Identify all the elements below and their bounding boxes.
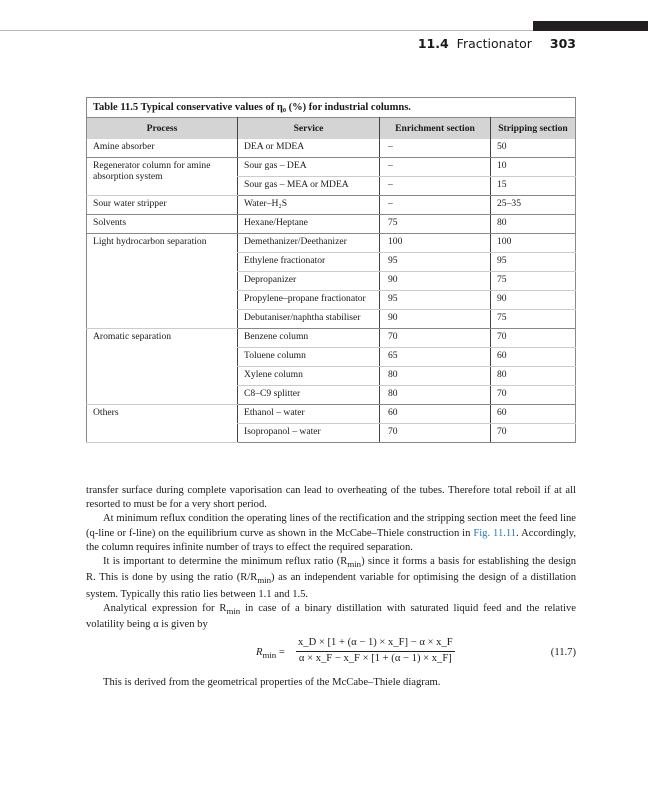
- enrichment-cell: 60: [380, 405, 491, 424]
- section-number: 11.4: [417, 36, 449, 51]
- stripping-cell: 10: [491, 158, 576, 177]
- service-cell: Sour gas – MEA or MDEA: [238, 177, 380, 196]
- table-row: [87, 196, 576, 215]
- stripping-cell: 75: [491, 310, 576, 329]
- figure-link[interactable]: Fig. 11.11: [473, 527, 517, 539]
- text: Analytical expression for R: [103, 602, 227, 614]
- service-cell: Water–H₂S: [238, 196, 380, 215]
- stripping-cell: 25–35: [491, 196, 576, 215]
- stripping-cell: 80: [491, 367, 576, 386]
- page-number: 303: [549, 36, 576, 51]
- stripping-cell: 60: [491, 348, 576, 367]
- service-cell: Debutaniser/naphtha stabiliser: [238, 310, 380, 329]
- service-cell: Hexane/Heptane: [238, 215, 380, 234]
- col-enrichment: Enrichment section: [380, 118, 491, 140]
- paragraph: [86, 512, 576, 555]
- stripping-cell: 100: [491, 234, 576, 253]
- paragraph: This is derived from the geometrical properties of the McCabe–Thiele diagram.: [103, 677, 441, 689]
- process-cell: Others: [87, 405, 238, 443]
- efficiency-table: [86, 97, 576, 443]
- denominator: α × x_F − x_F × [1 + (α − 1) × x_F]: [298, 652, 452, 664]
- enrichment-cell: 70: [380, 329, 491, 348]
- enrichment-cell: –: [380, 139, 491, 158]
- subscript: min: [226, 605, 241, 616]
- process-cell: Aromatic separation: [87, 329, 238, 405]
- stripping-cell: 60: [491, 405, 576, 424]
- service-cell: Ethylene fractionator: [238, 253, 380, 272]
- equation: [86, 636, 576, 672]
- service-cell: Isopropanol – water: [238, 424, 380, 443]
- paragraph: transfer surface during complete vaporisation can lead to overheating of the tubes. Therefore total reboil if at all resorted to must be for a very short period.: [86, 485, 576, 511]
- equation-fraction: [296, 636, 455, 665]
- enrichment-cell: 75: [380, 215, 491, 234]
- enrichment-cell: 90: [380, 272, 491, 291]
- section-title: Fractionator: [456, 36, 532, 51]
- enrichment-cell: 65: [380, 348, 491, 367]
- col-service: Service: [238, 118, 380, 140]
- process-cell: Solvents: [87, 215, 238, 234]
- service-cell: Sour gas – DEA: [238, 158, 380, 177]
- process-cell: Sour water stripper: [87, 196, 238, 215]
- running-header: [418, 36, 576, 51]
- service-cell: Demethanizer/Deethanizer: [238, 234, 380, 253]
- enrichment-cell: 100: [380, 234, 491, 253]
- table-row: [87, 215, 576, 234]
- enrichment-cell: 95: [380, 253, 491, 272]
- service-cell: Ethanol – water: [238, 405, 380, 424]
- table-caption: Table 11.5 Typical conservative values of η₀ (%) for industrial columns.: [86, 97, 576, 117]
- paragraph: [86, 555, 576, 602]
- header-rule: [0, 30, 533, 31]
- table-row: [87, 405, 576, 424]
- enrichment-cell: –: [380, 177, 491, 196]
- table-row: [87, 329, 576, 348]
- text: in case of a binary distillation with saturated liquid feed and the relative volatility being α is given by: [86, 602, 577, 631]
- stripping-cell: 90: [491, 291, 576, 310]
- stripping-cell: 95: [491, 253, 576, 272]
- service-cell: Xylene column: [238, 367, 380, 386]
- col-process: Process: [87, 118, 238, 140]
- enrichment-cell: 95: [380, 291, 491, 310]
- col-stripping: Stripping section: [491, 118, 576, 140]
- service-cell: C8–C9 splitter: [238, 386, 380, 405]
- numerator: x_D × [1 + (α − 1) × x_F] − α × x_F: [296, 636, 455, 651]
- text: It is important to determine the minimum reflux ratio (R: [103, 556, 348, 568]
- stripping-cell: 70: [491, 424, 576, 443]
- table-row: [87, 234, 576, 253]
- service-cell: Toluene column: [238, 348, 380, 367]
- text: ) since it forms a basis for establishing the design R. This is done by using the ratio (R/R: [86, 556, 576, 584]
- service-cell: Depropanizer: [238, 272, 380, 291]
- subscript: min: [347, 559, 362, 570]
- subscript: min: [257, 575, 272, 586]
- enrichment-cell: 80: [380, 386, 491, 405]
- enrichment-cell: –: [380, 196, 491, 215]
- text: . Accordingly, the column requires infinite number of trays to effect the required separation.: [86, 527, 576, 553]
- paragraph: [86, 602, 576, 633]
- table-row: [87, 139, 576, 158]
- service-cell: Propylene–propane fractionator: [238, 291, 380, 310]
- stripping-cell: 70: [491, 386, 576, 405]
- body-text: [86, 484, 576, 691]
- equation-lhs: $R_{min}$ =: [256, 647, 285, 661]
- text: ) as an independent variable for optimising the design of a distillation system. Typically this ratio lies between 1.1 and 1.5.: [86, 572, 576, 600]
- enrichment-cell: 80: [380, 367, 491, 386]
- text: At minimum reflux condition the operating lines of the rectification and the stripping section meet the feed line (q-line or f-line) on the equilibrium curve as shown in the McCabe–Thiele construction in: [86, 513, 576, 539]
- stripping-cell: 75: [491, 272, 576, 291]
- equation-number: (11.7): [550, 647, 576, 659]
- stripping-cell: 50: [491, 139, 576, 158]
- stripping-cell: 80: [491, 215, 576, 234]
- header-bar: [533, 21, 648, 31]
- process-cell: Amine absorber: [87, 139, 238, 158]
- enrichment-cell: 70: [380, 424, 491, 443]
- service-cell: Benzene column: [238, 329, 380, 348]
- stripping-cell: 70: [491, 329, 576, 348]
- table-row: [87, 158, 576, 177]
- process-cell: Light hydrocarbon separation: [87, 234, 238, 329]
- stripping-cell: 15: [491, 177, 576, 196]
- enrichment-cell: 90: [380, 310, 491, 329]
- process-cell: Regenerator column for amine absorption system: [87, 158, 238, 196]
- enrichment-cell: –: [380, 158, 491, 177]
- service-cell: DEA or MDEA: [238, 139, 380, 158]
